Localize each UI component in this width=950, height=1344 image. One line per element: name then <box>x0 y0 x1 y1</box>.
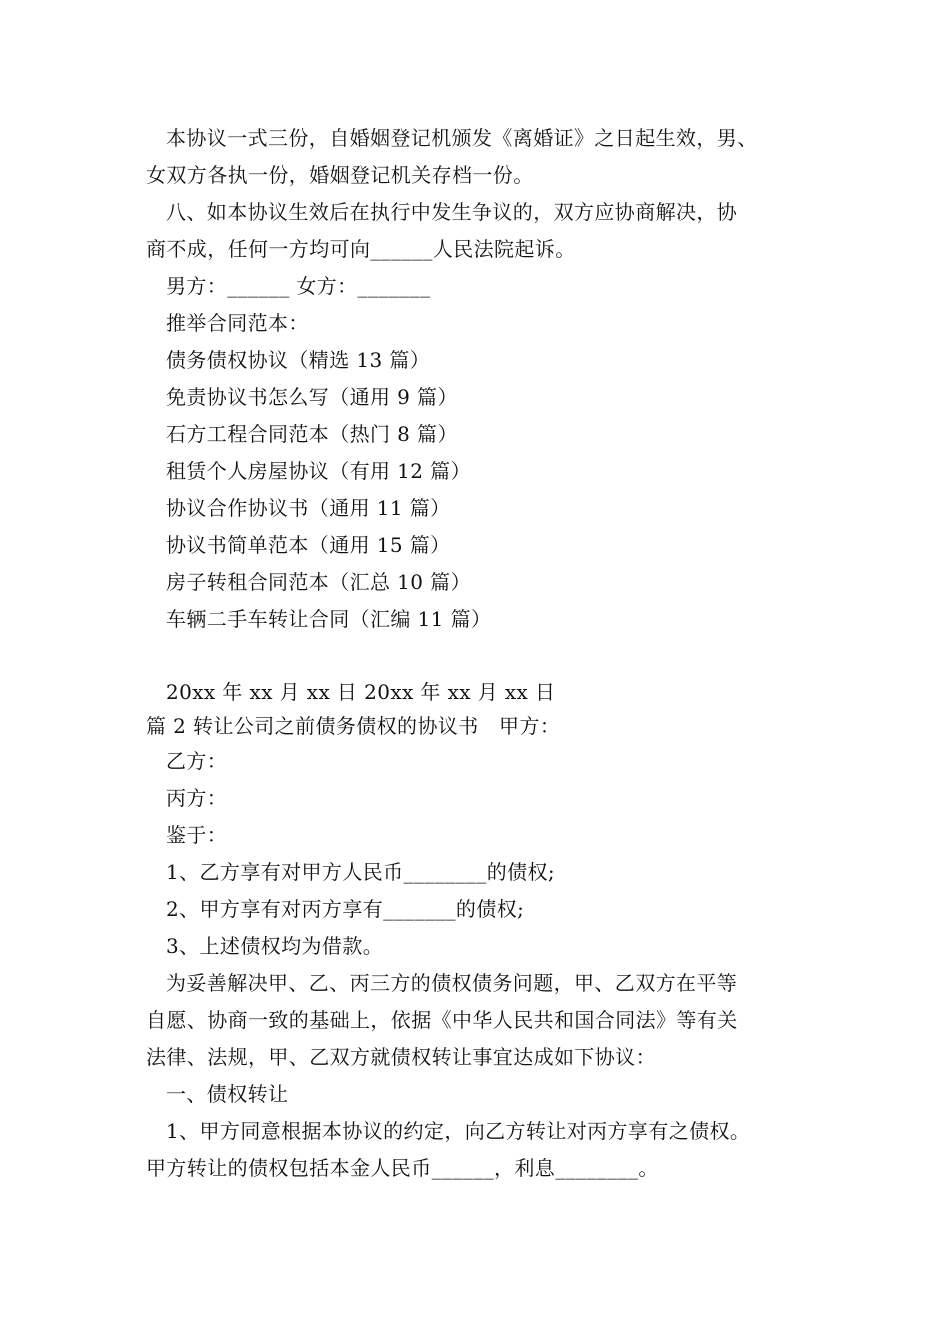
clause-line: 甲方转让的债权包括本金人民币______，利息________。 <box>146 1156 659 1180</box>
recommend-item: 协议书简单范本（通用 15 篇） <box>166 533 451 557</box>
party-line: 丙方： <box>166 786 228 810</box>
document-body <box>146 120 836 1187</box>
date-line: 20xx 年 xx 月 xx 日 20xx 年 xx 月 xx 日 <box>166 680 556 704</box>
article-heading: 一、债权转让 <box>166 1082 289 1106</box>
recommend-item: 债务债权协议（精选 13 篇） <box>166 348 431 372</box>
recommend-heading: 推举合同范本： <box>166 311 309 335</box>
blank-line <box>146 638 836 675</box>
clause-line: 1、乙方享有对甲方人民币________的债权; <box>166 860 556 884</box>
recommend-item: 免责协议书怎么写（通用 9 篇） <box>166 385 458 409</box>
paragraph-line: 商不成，任何一方均可向______人民法院起诉。 <box>146 237 576 261</box>
recommend-item: 租赁个人房屋协议（有用 12 篇） <box>166 459 471 483</box>
clause-line: 1、甲方同意根据本协议的约定，向乙方转让对丙方享有之债权。 <box>166 1119 751 1143</box>
paragraph-line: 八、如本协议生效后在执行中发生争议的，双方应协商解决，协 <box>166 200 738 224</box>
clause-line: 2、甲方享有对丙方享有_______的债权; <box>166 897 525 921</box>
signature-line: 男方：______ 女方：_______ <box>166 274 431 298</box>
paragraph-line: 自愿、协商一致的基础上，依据《中华人民共和国合同法》等有关 <box>146 1008 738 1032</box>
recommend-item: 车辆二手车转让合同（汇编 11 篇） <box>166 607 492 631</box>
recommend-item: 房子转租合同范本（汇总 10 篇） <box>166 570 471 594</box>
paragraph-line: 法律、法规，甲、乙双方就债权转让事宜达成如下协议： <box>146 1045 656 1069</box>
recommend-item: 石方工程合同范本（热门 8 篇） <box>166 422 458 446</box>
section-heading: 篇 2 转让公司之前债务债权的协议书 甲方： <box>146 714 561 738</box>
recommend-item: 协议合作协议书（通用 11 篇） <box>166 496 451 520</box>
party-line: 乙方： <box>166 749 228 773</box>
paragraph-line: 本协议一式三份，自婚姻登记机颁发《离婚证》之日起生效，男、 <box>166 126 758 150</box>
paragraph-line: 女双方各执一份，婚姻登记机关存档一份。 <box>146 163 534 187</box>
whereas-line: 鉴于： <box>166 823 228 847</box>
clause-line: 3、上述债权均为借款。 <box>166 934 384 958</box>
paragraph-line: 为妥善解决甲、乙、丙三方的债权债务问题，甲、乙双方在平等 <box>166 971 738 995</box>
